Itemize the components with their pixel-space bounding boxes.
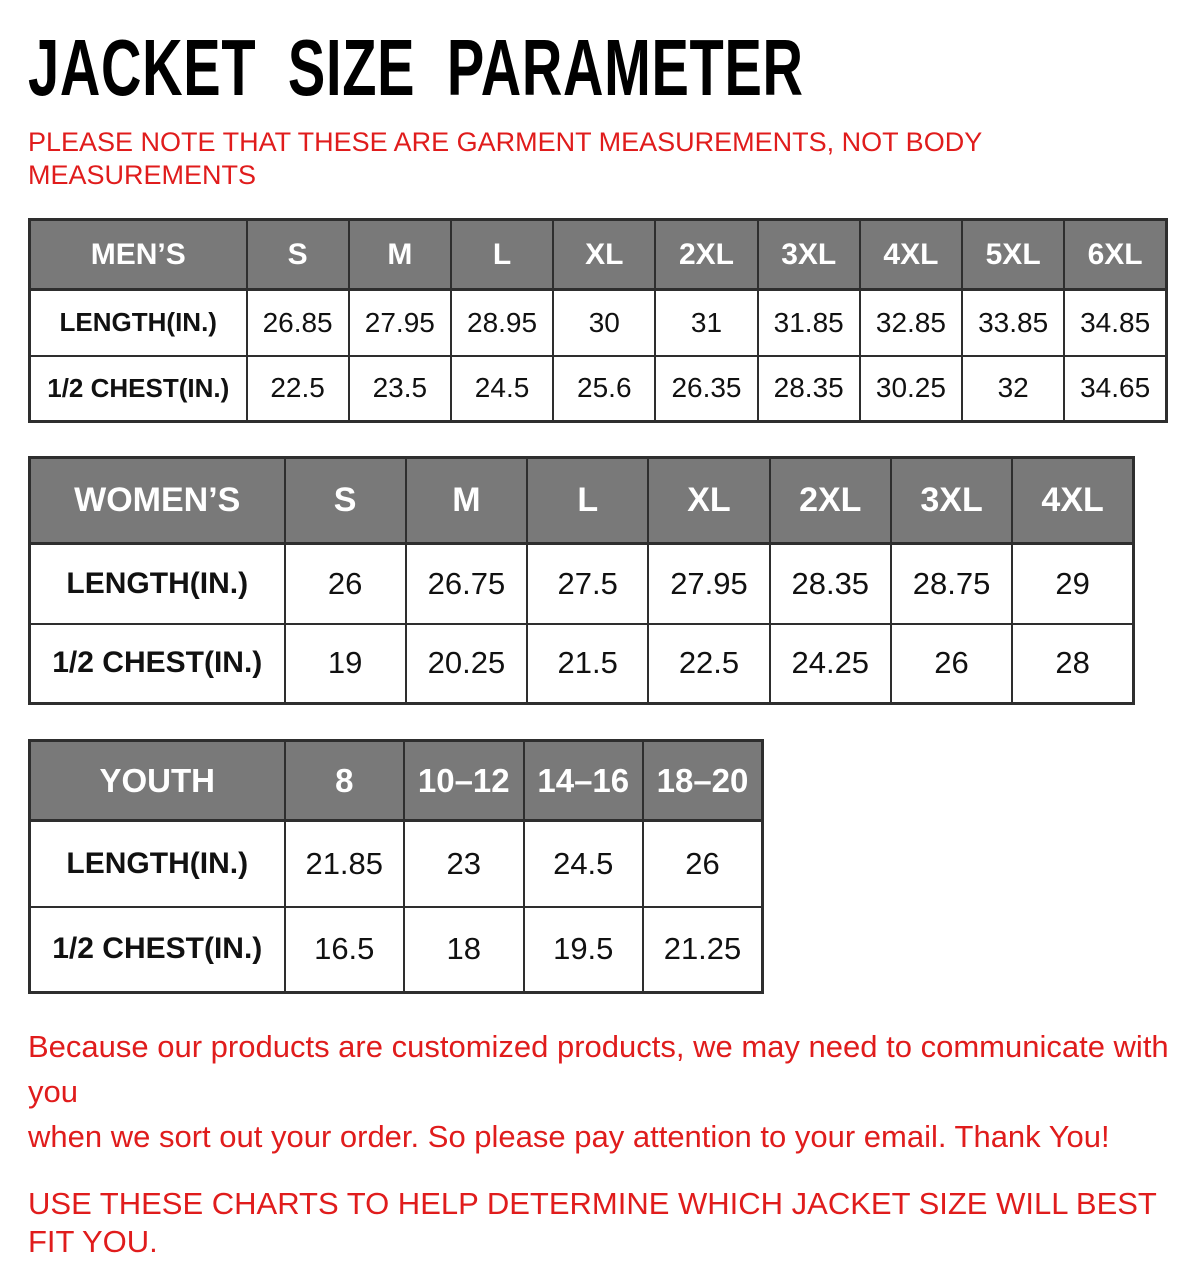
youth-header-row [30,741,763,821]
womens-measurement-value: 27.95 [648,544,769,624]
womens-measurement-value: 29 [1012,544,1133,624]
womens-measurement-value: 26.75 [406,544,527,624]
mens-measurement-value: 32.85 [860,290,962,356]
womens-measurement-value: 22.5 [648,624,769,704]
womens-measurement-value: 27.5 [527,544,648,624]
mens-measurement-value: 31 [655,290,757,356]
mens-measurement-value: 33.85 [962,290,1064,356]
womens-measurement-value: 20.25 [406,624,527,704]
mens-measurement-value: 23.5 [349,356,451,422]
womens-measurement-value: 26 [285,544,406,624]
womens-row-label: LENGTH(IN.) [30,544,285,624]
customization-notice [28,1024,1170,1159]
mens-size-column-header: M [349,220,451,290]
mens-measurement-value: 34.85 [1064,290,1166,356]
youth-size-column-header: 14–16 [524,741,644,821]
womens-size-column-header: L [527,458,648,544]
womens-measurement-value: 28.35 [770,544,891,624]
mens-size-column-header: L [451,220,553,290]
garment-measurement-note [28,126,1170,192]
youth-measurement-value: 16.5 [285,907,405,993]
mens-row-label: 1/2 CHEST(IN.) [30,356,247,422]
womens-size-column-header: S [285,458,406,544]
mens-measurement-value: 30 [553,290,655,356]
womens-measurement-value: 24.25 [770,624,891,704]
womens-measurement-value: 26 [891,624,1012,704]
mens-measurement-value: 24.5 [451,356,553,422]
youth-measurement-value: 19.5 [524,907,644,993]
womens-size-column-header: 4XL [1012,458,1133,544]
youth-measurement-value: 18 [404,907,524,993]
mens-size-column-header: 4XL [860,220,962,290]
youth-measurement-row [30,907,763,993]
womens-measurement-row [30,544,1134,624]
womens-header-row [30,458,1134,544]
womens-size-table-container [28,456,1170,705]
youth-measurement-value: 26 [643,821,763,907]
mens-size-column-header: 5XL [962,220,1064,290]
womens-size-column-header: 2XL [770,458,891,544]
note-line-2: MEASUREMENTS [28,160,257,190]
womens-size-table [28,456,1135,705]
customization-notice-line-2: when we sort out your order. So please pay attention to your email. Thank You! [28,1119,1110,1154]
youth-measurement-value: 21.25 [643,907,763,993]
mens-measurement-value: 26.85 [247,290,349,356]
note-line-1: PLEASE NOTE THAT THESE ARE GARMENT MEASUREMENTS, NOT BODY [28,127,983,157]
youth-measurement-row [30,821,763,907]
youth-size-column-header: 10–12 [404,741,524,821]
mens-table-title: MEN’S [30,220,247,290]
charts-usage-note: USE THESE CHARTS TO HELP DETERMINE WHICH JACKET SIZE WILL BEST FIT YOU. [28,1186,1157,1259]
mens-size-column-header: 3XL [758,220,860,290]
youth-measurement-value: 21.85 [285,821,405,907]
mens-size-column-header: XL [553,220,655,290]
womens-size-column-header: 3XL [891,458,1012,544]
youth-size-table [28,739,764,994]
mens-measurement-value: 26.35 [655,356,757,422]
youth-size-column-header: 18–20 [643,741,763,821]
youth-size-table-container [28,739,1170,994]
womens-measurement-value: 28.75 [891,544,1012,624]
mens-measurement-value: 25.6 [553,356,655,422]
womens-measurement-value: 19 [285,624,406,704]
mens-size-column-header: 2XL [655,220,757,290]
mens-measurement-row [30,356,1167,422]
youth-measurement-value: 23 [404,821,524,907]
youth-row-label: 1/2 CHEST(IN.) [30,907,285,993]
mens-size-column-header: S [247,220,349,290]
mens-measurement-value: 30.25 [860,356,962,422]
youth-row-label: LENGTH(IN.) [30,821,285,907]
mens-measurement-value: 28.35 [758,356,860,422]
mens-measurement-value: 27.95 [349,290,451,356]
womens-measurement-value: 28 [1012,624,1133,704]
mens-measurement-value: 34.65 [1064,356,1166,422]
mens-measurement-value: 22.5 [247,356,349,422]
youth-table-title: YOUTH [30,741,285,821]
womens-row-label: 1/2 CHEST(IN.) [30,624,285,704]
mens-measurement-value: 28.95 [451,290,553,356]
mens-size-table-container [28,218,1170,423]
mens-row-label: LENGTH(IN.) [30,290,247,356]
mens-measurement-row [30,290,1167,356]
youth-measurement-value: 24.5 [524,821,644,907]
womens-measurement-row [30,624,1134,704]
youth-size-column-header: 8 [285,741,405,821]
mens-measurement-value: 31.85 [758,290,860,356]
mens-size-table [28,218,1168,423]
womens-size-column-header: M [406,458,527,544]
page-title: JACKET SIZE PARAMETER [28,23,804,112]
mens-header-row [30,220,1167,290]
mens-measurement-value: 32 [962,356,1064,422]
womens-table-title: WOMEN’S [30,458,285,544]
womens-measurement-value: 21.5 [527,624,648,704]
womens-size-column-header: XL [648,458,769,544]
customization-notice-line-1: Because our products are customized products, we may need to communicate with you [28,1029,1169,1109]
mens-size-column-header: 6XL [1064,220,1166,290]
